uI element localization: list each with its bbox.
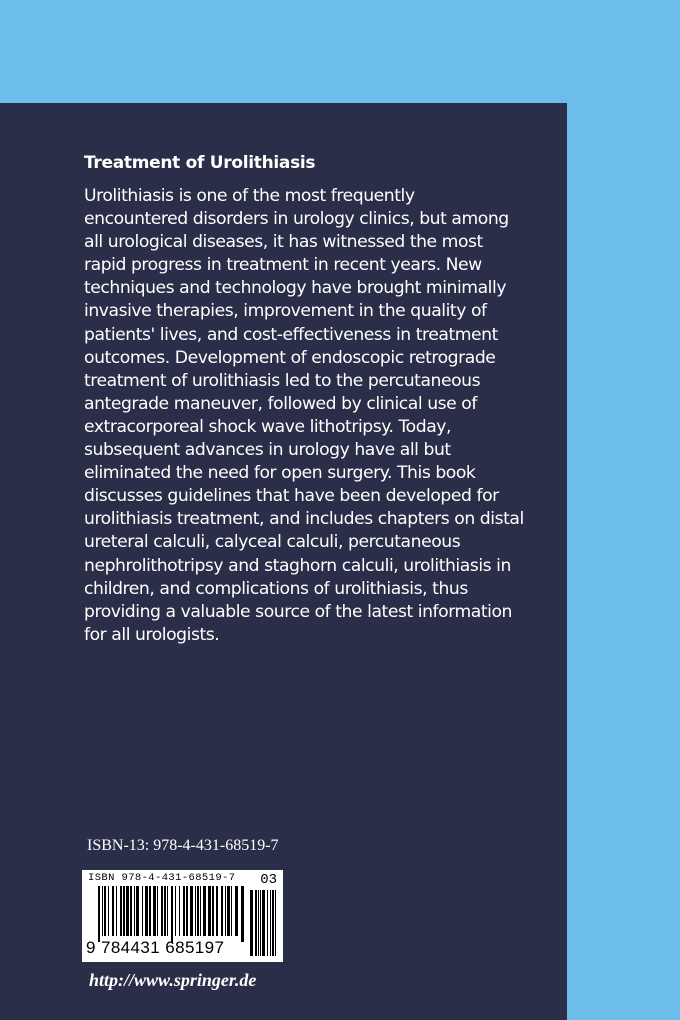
barcode-bar: [130, 886, 132, 936]
barcode-bar: [171, 886, 173, 942]
barcode-bar: [197, 886, 199, 936]
barcode-bar: [142, 886, 143, 936]
barcode-bar: [157, 886, 158, 936]
barcode-bar: [108, 886, 109, 936]
barcode-bar: [216, 886, 218, 936]
barcode-bar: [190, 886, 193, 936]
barcode-bar: [258, 890, 259, 956]
barcode-bar: [145, 886, 148, 936]
barcode-bar: [195, 886, 196, 936]
barcode-bar: [267, 890, 268, 956]
barcode-digits: 9 784431 685197: [86, 938, 225, 957]
barcode-bar: [241, 886, 244, 942]
barcode-bar: [208, 886, 211, 936]
barcode-bar: [262, 890, 265, 956]
barcode-bar: [175, 886, 176, 936]
barcode-bar: [255, 890, 257, 956]
barcode-bar: [123, 886, 125, 936]
barcode-bar: [272, 890, 274, 956]
barcode-bar: [164, 886, 166, 936]
barcode-bar: [212, 886, 214, 936]
barcode-bar: [179, 886, 180, 936]
barcode-bar: [98, 886, 100, 942]
isbn-label: ISBN-13: 978-4-431-68519-7: [87, 837, 279, 854]
barcode-bar: [227, 886, 230, 936]
barcode-bar: [270, 890, 271, 956]
book-description: Urolithiasis is one of the most frequently encountered disorders in urology clinics, but among all urological diseases, it has witnessed the most rapid progress in treatment in recent years. New techniques and technology have brought minimally invasive therapies, improvement in the quality of patients' lives, and cost-effectiveness in treatment outcomes. Development of endoscopic retrograde treatment of urolithiasis led to the percutaneous antegrade maneuver, followed by clinical use of extracorporeal shock wave lithotripsy. Today, subsequent advances in urology have all but eliminated the need for open surgery. This book discusses guidelines that have been developed for urolithiasis treatment, and includes chapters on distal ureteral calculi, calyceal calculi, percutaneous nephrolithotripsy and staghorn calculi, urolithiasis in children, and complications of urolithiasis, thus providing a valuable source of the latest information for all urologists.: [84, 186, 524, 645]
barcode-bar: [167, 886, 168, 936]
barcode-bar: [104, 886, 106, 936]
barcode-bar: [275, 890, 276, 956]
publisher-url[interactable]: http://www.springer.de: [89, 970, 257, 990]
barcode-bar: [186, 886, 188, 936]
barcode-bar: [183, 886, 185, 936]
barcode-addon-code: 03: [260, 872, 277, 888]
barcode-bar: [235, 886, 238, 936]
barcode-bar: [200, 886, 201, 936]
barcode-bar: [116, 886, 117, 936]
barcode-bar: [126, 886, 129, 936]
barcode-bar: [231, 886, 232, 936]
barcode-bar: [149, 886, 151, 936]
barcode-isbn-text: ISBN 978-4-431-68519-7: [88, 872, 236, 884]
barcode-bar: [250, 890, 253, 956]
barcode: [82, 870, 283, 962]
barcode-bar: [203, 886, 206, 936]
barcode-bar: [161, 886, 163, 936]
section-title: Treatment of Urolithiasis: [84, 153, 316, 173]
right-color-band: [567, 0, 680, 1020]
barcode-bar: [225, 886, 226, 936]
barcode-bar: [153, 886, 156, 936]
barcode-bar: [260, 890, 261, 956]
barcode-bar: [134, 886, 135, 936]
barcode-bar: [102, 886, 103, 936]
barcode-bar: [221, 886, 223, 936]
barcode-bar: [120, 886, 122, 936]
barcode-bar: [136, 886, 139, 936]
barcode-bar: [112, 886, 114, 936]
